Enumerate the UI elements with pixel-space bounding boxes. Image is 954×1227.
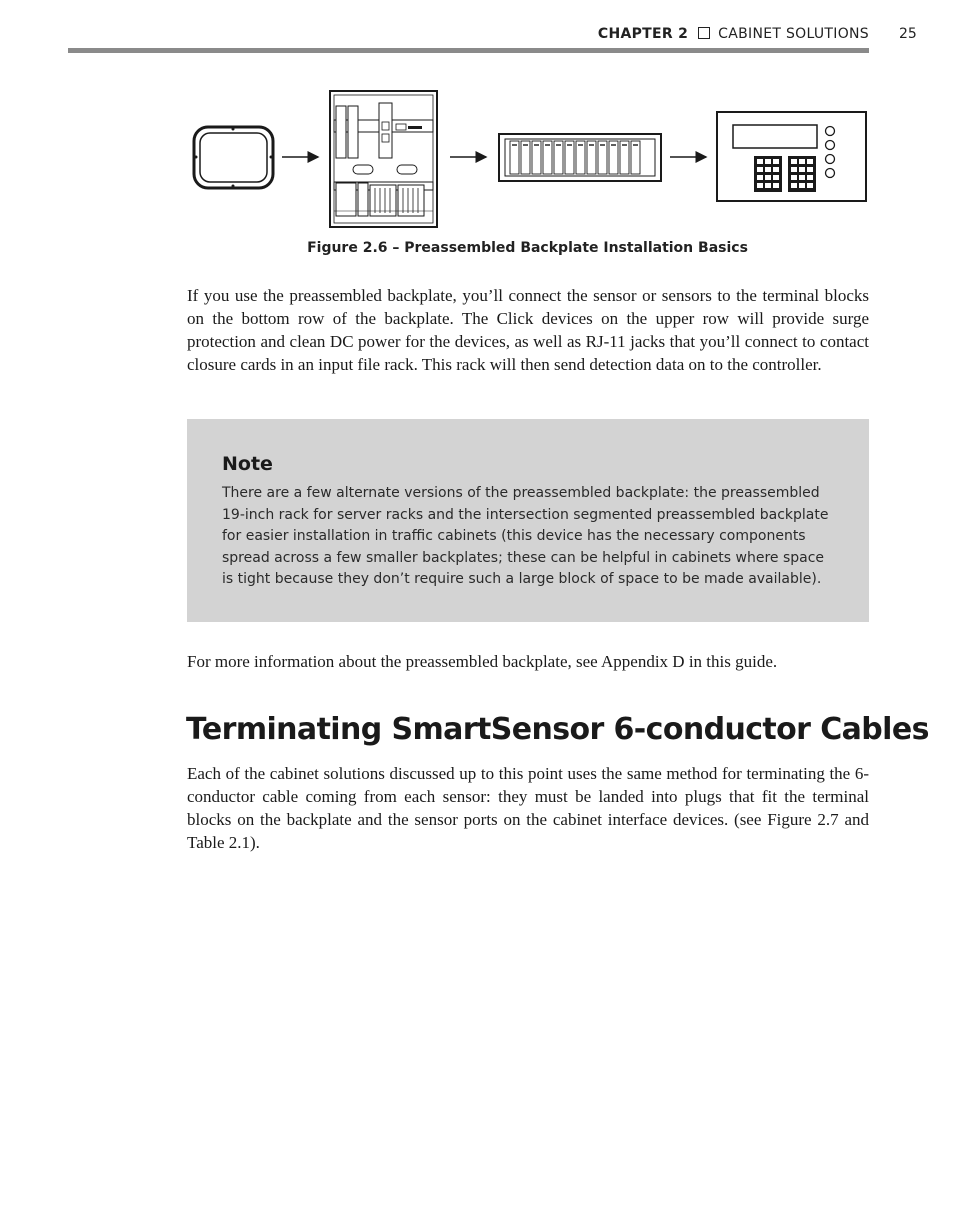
running-header <box>68 26 869 46</box>
backplate-icon <box>330 91 437 227</box>
note-title: Note <box>222 453 273 475</box>
chapter-label: CHAPTER 2 <box>597 26 689 42</box>
header-rule <box>68 48 869 53</box>
sensor-icon <box>194 127 273 188</box>
section-label: CABINET SOLUTIONS <box>718 26 869 42</box>
figure-diagram <box>186 86 876 232</box>
note-body: There are a few alternate versions of the preassembled backplate: the preassembled 19-inch rack for server racks and the intersection segmented preassembled backplate for easier installation in traffic cabinets (this device has the necessary components spread across a few smaller backplates; these can be helpful in cabinets where space is tight because they don’t require such a large block of space to be made available). <box>222 485 829 587</box>
note-box <box>187 419 869 622</box>
separator-box-icon <box>698 27 710 39</box>
intro-paragraph: If you use the preassembled backplate, you’ll connect the sensor or sensors to the terminal blocks on the bottom row of the backplate. The Click devices on the upper row will provide surge protection and clean DC power for the devices, as well as RJ-11 jacks that you’ll connect to contact closure cards in an input file rack. This rack will then send detection data on to the controller. <box>187 286 869 374</box>
section-title: Terminating SmartSensor 6-conductor Cables <box>186 712 929 747</box>
input-file-rack-icon <box>499 134 661 181</box>
figure-caption: Figure 2.6 – Preassembled Backplate Installation Basics <box>307 240 748 256</box>
terminating-paragraph: Each of the cabinet solutions discussed up to this point uses the same method for terminating the 6-conductor cable coming from each sensor: they must be landed into plugs that fit the terminal blocks on the backplate and the sensor ports on the cabinet interface devices. (see Figure 2.7 and Table 2.1). <box>187 764 869 852</box>
controller-icon <box>717 112 866 201</box>
chapter-heading <box>598 26 869 42</box>
page-number: 25 <box>899 26 917 42</box>
more-info-paragraph: For more information about the preassembled backplate, see Appendix D in this guide. <box>187 652 778 671</box>
